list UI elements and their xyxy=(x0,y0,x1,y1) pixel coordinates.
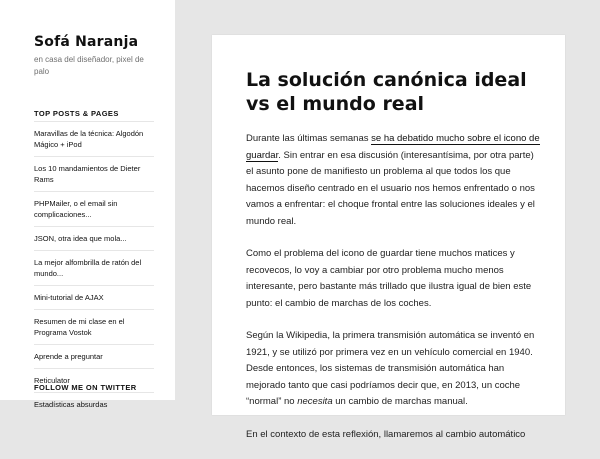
top-post-link[interactable]: Mini-tutorial de AJAX xyxy=(34,285,154,309)
top-post-link[interactable]: Estadísticas absurdas xyxy=(34,392,154,417)
top-post-link[interactable]: Reticulator xyxy=(34,368,154,392)
sidebar xyxy=(0,0,175,409)
post-body xyxy=(246,131,543,459)
paragraph-text: Según la Wikipedia, la primera transmisión automática se inventó en 1921, y se utilizó por primera vez en un vehículo comercial en 1940. Desde entonces, los sistemas de transmisión automática han mejorado tanto que casi podríamos decir que, en 2013, un coche “normal” no xyxy=(246,330,535,407)
top-post-link[interactable]: JSON, otra idea que mola... xyxy=(34,226,154,250)
top-posts-heading: TOP POSTS & PAGES xyxy=(34,109,119,118)
site-description: en casa del diseñador, pixel de palo xyxy=(34,55,144,76)
top-post-link[interactable]: Aprende a preguntar xyxy=(34,344,154,368)
post-title[interactable]: La solución canónica ideal vs el mundo real xyxy=(246,69,527,115)
site-title[interactable]: Sofá Naranja xyxy=(34,34,139,50)
top-post-link[interactable]: Los 10 mandamientos de Dieter Rams xyxy=(34,156,154,191)
follow-twitter-heading: FOLLOW ME ON TWITTER xyxy=(34,383,137,392)
top-posts-list xyxy=(34,121,154,417)
paragraph xyxy=(246,328,543,411)
top-post-link[interactable]: Maravillas de la técnica: Algodón Mágico + iPod xyxy=(34,121,154,156)
inline-link[interactable]: se ha debatido mucho sobre el icono de guardar xyxy=(246,133,540,161)
paragraph-text: . Sin entrar en esa discusión (interesantísima, por otra parte) el asunto pone de manifiesto un problema al que todos los que hacemos diseño centrado en el usuario nos hemos enfrentado o nos vamos a enfrentar: el choque frontal entre las soluciones ideales y el mundo real. xyxy=(246,149,535,227)
emphasis: necesita xyxy=(297,396,333,407)
top-post-link[interactable]: PHPMailer, o el email sin complicaciones... xyxy=(34,191,154,226)
paragraph xyxy=(246,131,543,230)
paragraph: En el contexto de esta reflexión, llamaremos al cambio automático xyxy=(246,428,526,440)
paragraph-text: un cambio de marchas manual. xyxy=(332,396,468,407)
post-article xyxy=(212,35,565,440)
paragraph-text: Durante las últimas semanas xyxy=(246,133,372,144)
paragraph: Como el problema del icono de guardar tiene muchos matices y recovecos, lo voy a cambiar por otro problema mucho menos interesante, pero bastante más trillado que ilustra igual de bien este punto: el cambio de marchas de los coches. xyxy=(246,248,532,309)
top-post-link[interactable]: Resumen de mi clase en el Programa Vostok xyxy=(34,309,154,344)
top-post-link[interactable]: La mejor alfombrilla de ratón del mundo... xyxy=(34,250,154,285)
